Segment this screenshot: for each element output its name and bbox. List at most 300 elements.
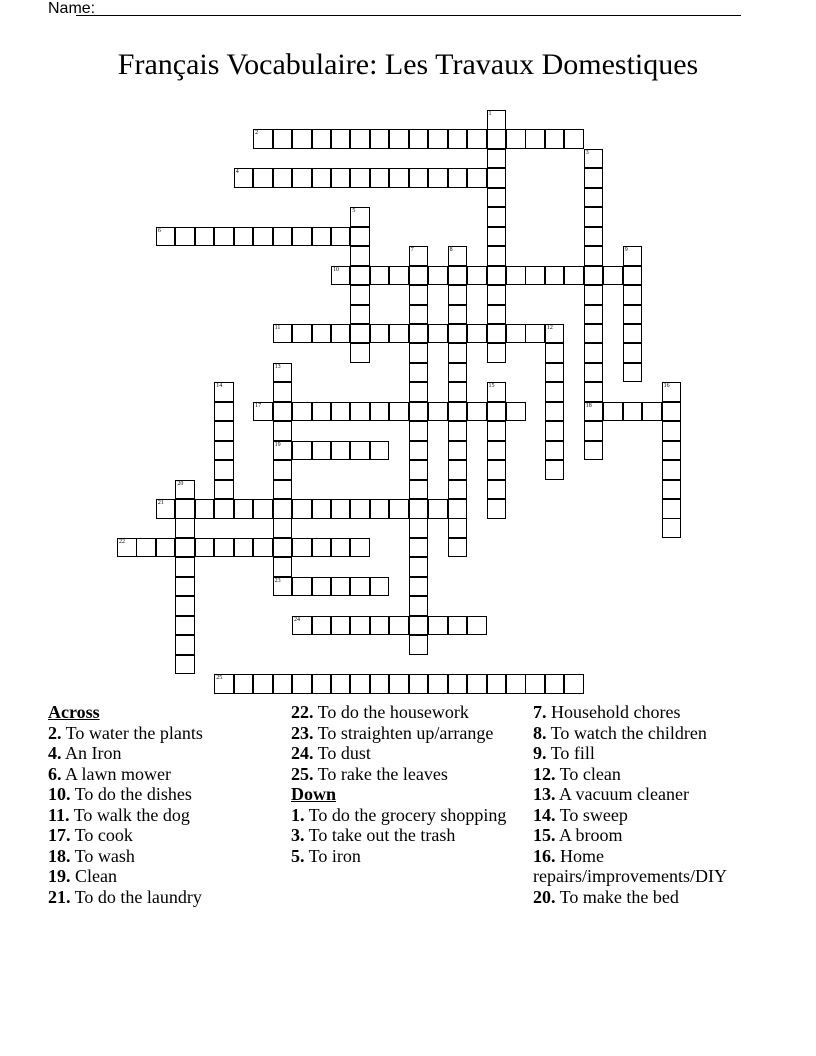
crossword-cell[interactable] (487, 480, 507, 500)
crossword-cell[interactable] (409, 421, 429, 441)
crossword-cell[interactable] (253, 168, 273, 188)
crossword-cell[interactable] (662, 460, 682, 480)
page-title: Français Vocabulaire: Les Travaux Domestiques (117, 48, 699, 81)
crossword-cell[interactable] (273, 421, 293, 441)
crossword-cell[interactable] (506, 402, 526, 422)
clue-item (291, 764, 527, 785)
crossword-cell[interactable] (175, 557, 195, 577)
clue-column-3 (533, 702, 783, 907)
crossword-cell[interactable] (467, 266, 487, 286)
crossword-cell[interactable] (350, 402, 370, 422)
crossword-cell[interactable] (584, 382, 604, 402)
crossword-cell[interactable] (370, 168, 390, 188)
crossword-cell[interactable] (428, 266, 448, 286)
crossword-cell[interactable] (487, 499, 507, 519)
crossword-cell[interactable] (292, 616, 312, 636)
crossword-cell[interactable] (214, 382, 234, 402)
crossword-cell[interactable] (253, 129, 273, 149)
crossword-cell[interactable] (214, 460, 234, 480)
crossword-cell[interactable] (370, 402, 390, 422)
crossword-cell[interactable] (175, 538, 195, 558)
crossword-cell[interactable] (292, 168, 312, 188)
crossword-cell[interactable] (370, 499, 390, 519)
crossword-cell[interactable] (389, 168, 409, 188)
crossword-cell[interactable] (370, 577, 390, 597)
crossword-cell[interactable] (175, 596, 195, 616)
clue-item (533, 846, 783, 887)
crossword-cell[interactable] (350, 577, 370, 597)
crossword-cell[interactable] (409, 460, 429, 480)
crossword-cell[interactable] (545, 421, 565, 441)
crossword-cell[interactable] (506, 129, 526, 149)
crossword-cell[interactable] (487, 421, 507, 441)
crossword-cell[interactable] (409, 616, 429, 636)
crossword-cell[interactable] (487, 207, 507, 227)
crossword-cell[interactable] (487, 129, 507, 149)
clue-number: 9 (624, 247, 628, 254)
crossword-cell[interactable] (623, 343, 643, 363)
crossword-cell[interactable] (292, 227, 312, 247)
crossword-cell[interactable] (350, 227, 370, 247)
crossword-cell[interactable] (448, 324, 468, 344)
crossword-cell[interactable] (584, 207, 604, 227)
crossword-cell[interactable] (350, 674, 370, 694)
crossword-cell[interactable] (428, 616, 448, 636)
crossword-cell[interactable] (467, 168, 487, 188)
crossword-cell[interactable] (214, 441, 234, 461)
crossword-cell[interactable] (584, 227, 604, 247)
crossword-cell[interactable] (312, 441, 332, 461)
crossword-cell[interactable] (409, 285, 429, 305)
crossword-cell[interactable] (584, 441, 604, 461)
crossword-cell[interactable] (545, 674, 565, 694)
name-label: Name: (48, 0, 96, 17)
crossword-cell[interactable] (545, 460, 565, 480)
crossword-cell[interactable] (487, 188, 507, 208)
crossword-cell[interactable] (448, 674, 468, 694)
crossword-cell[interactable] (292, 441, 312, 461)
crossword-cell[interactable] (370, 324, 390, 344)
crossword-cell[interactable] (448, 343, 468, 363)
crossword-cell[interactable] (370, 616, 390, 636)
crossword-cell[interactable] (409, 635, 429, 655)
crossword-cell[interactable] (564, 266, 584, 286)
crossword-cell[interactable] (603, 402, 623, 422)
crossword-cell[interactable] (214, 674, 234, 694)
crossword-cell[interactable] (312, 324, 332, 344)
crossword-cell[interactable] (273, 518, 293, 538)
crossword-cell[interactable] (156, 538, 176, 558)
crossword-cell[interactable] (312, 616, 332, 636)
crossword-cell[interactable] (350, 499, 370, 519)
crossword-cell[interactable] (467, 129, 487, 149)
crossword-cell[interactable] (409, 480, 429, 500)
crossword-cell[interactable] (487, 246, 507, 266)
crossword-cell[interactable] (506, 266, 526, 286)
crossword-cell[interactable] (584, 324, 604, 344)
crossword-cell[interactable] (584, 363, 604, 383)
crossword-cell[interactable] (409, 557, 429, 577)
crossword-cell[interactable] (409, 246, 429, 266)
crossword-cell[interactable] (545, 266, 565, 286)
crossword-cell[interactable] (409, 577, 429, 597)
crossword-cell[interactable] (584, 285, 604, 305)
clue-number: 4 (235, 169, 239, 176)
crossword-cell[interactable] (175, 227, 195, 247)
crossword-cell[interactable] (350, 616, 370, 636)
crossword-cell[interactable] (487, 285, 507, 305)
crossword-cell[interactable] (195, 227, 215, 247)
crossword-cell[interactable] (603, 266, 623, 286)
crossword-cell[interactable] (525, 129, 545, 149)
crossword-cell[interactable] (448, 363, 468, 383)
clue-item-number: 12. (533, 763, 556, 784)
crossword-cell[interactable] (312, 402, 332, 422)
crossword-cell[interactable] (312, 577, 332, 597)
crossword-cell[interactable] (506, 324, 526, 344)
crossword-cell[interactable] (662, 518, 682, 538)
crossword-cell[interactable] (331, 129, 351, 149)
crossword-cell[interactable] (331, 441, 351, 461)
crossword-cell[interactable] (448, 266, 468, 286)
clue-item-text: To walk the dog (69, 804, 190, 825)
crossword-cell[interactable] (448, 285, 468, 305)
crossword-cell[interactable] (428, 168, 448, 188)
crossword-cell[interactable] (350, 168, 370, 188)
crossword-cell[interactable] (331, 499, 351, 519)
crossword-cell[interactable] (448, 168, 468, 188)
crossword-cell[interactable] (273, 402, 293, 422)
crossword-cell[interactable] (331, 266, 351, 286)
crossword-cell[interactable] (448, 616, 468, 636)
clue-item-text: To do the housework (313, 702, 469, 722)
crossword-cell[interactable] (292, 577, 312, 597)
clue-item-number: 17. (48, 825, 71, 845)
crossword-cell[interactable] (331, 168, 351, 188)
crossword-cell[interactable] (662, 382, 682, 402)
crossword-cell[interactable] (292, 324, 312, 344)
crossword-cell[interactable] (623, 266, 643, 286)
crossword-cell[interactable] (448, 538, 468, 558)
crossword-cell[interactable] (409, 538, 429, 558)
crossword-cell[interactable] (448, 480, 468, 500)
crossword-cell[interactable] (253, 499, 273, 519)
crossword-cell[interactable] (389, 616, 409, 636)
crossword-cell[interactable] (487, 441, 507, 461)
crossword-cell[interactable] (273, 324, 293, 344)
clue-number: 16 (663, 383, 670, 390)
crossword-cell[interactable] (273, 499, 293, 519)
crossword-cell[interactable] (525, 324, 545, 344)
clue-item-text: To rake the leaves (313, 763, 448, 784)
crossword-cell[interactable] (214, 480, 234, 500)
clue-item-text: An Iron (61, 743, 122, 763)
crossword-cell[interactable] (409, 674, 429, 694)
crossword-cell[interactable] (409, 129, 429, 149)
crossword-cell[interactable] (623, 363, 643, 383)
crossword-cell[interactable] (292, 674, 312, 694)
crossword-cell[interactable] (273, 557, 293, 577)
crossword-cell[interactable] (584, 402, 604, 422)
crossword-cell[interactable] (175, 616, 195, 636)
crossword-cell[interactable] (623, 246, 643, 266)
crossword-cell[interactable] (350, 246, 370, 266)
crossword-cell[interactable] (273, 460, 293, 480)
crossword-cell[interactable] (545, 382, 565, 402)
crossword-cell[interactable] (117, 538, 137, 558)
crossword-cell[interactable] (253, 538, 273, 558)
crossword-cell[interactable] (448, 129, 468, 149)
crossword-cell[interactable] (409, 382, 429, 402)
crossword-cell[interactable] (389, 499, 409, 519)
crossword-cell[interactable] (409, 168, 429, 188)
crossword-cell[interactable] (273, 129, 293, 149)
crossword-cell[interactable] (273, 480, 293, 500)
crossword-cell[interactable] (467, 616, 487, 636)
crossword-cell[interactable] (214, 402, 234, 422)
crossword-cell[interactable] (292, 538, 312, 558)
crossword-cell[interactable] (487, 402, 507, 422)
crossword-cell[interactable] (214, 499, 234, 519)
crossword-cell[interactable] (331, 402, 351, 422)
crossword-cell[interactable] (487, 227, 507, 247)
crossword-cell[interactable] (350, 324, 370, 344)
crossword-cell[interactable] (234, 168, 254, 188)
crossword-cell[interactable] (175, 577, 195, 597)
crossword-cell[interactable] (273, 382, 293, 402)
crossword-cell[interactable] (448, 246, 468, 266)
crossword-cell[interactable] (428, 402, 448, 422)
crossword-cell[interactable] (214, 538, 234, 558)
crossword-cell[interactable] (623, 305, 643, 325)
crossword-cell[interactable] (448, 402, 468, 422)
clue-number: 12 (546, 324, 553, 331)
crossword-cell[interactable] (409, 324, 429, 344)
crossword-cell[interactable] (662, 499, 682, 519)
crossword-cell[interactable] (448, 460, 468, 480)
crossword-cell[interactable] (467, 402, 487, 422)
clue-item-number: 11. (48, 804, 70, 825)
crossword-cell[interactable] (467, 324, 487, 344)
crossword-cell[interactable] (409, 596, 429, 616)
crossword-cell[interactable] (350, 538, 370, 558)
crossword-cell[interactable] (234, 227, 254, 247)
crossword-cell[interactable] (428, 324, 448, 344)
crossword-cell[interactable] (389, 266, 409, 286)
crossword-cell[interactable] (487, 110, 507, 130)
crossword-cell[interactable] (370, 266, 390, 286)
crossword-cell[interactable] (253, 402, 273, 422)
crossword-cell[interactable] (253, 674, 273, 694)
crossword-cell[interactable] (409, 518, 429, 538)
crossword-cell[interactable] (545, 129, 565, 149)
crossword-cell[interactable] (428, 499, 448, 519)
clue-item (533, 805, 783, 826)
crossword-cell[interactable] (662, 480, 682, 500)
crossword-cell[interactable] (487, 343, 507, 363)
crossword-cell[interactable] (487, 460, 507, 480)
crossword-cell[interactable] (370, 129, 390, 149)
crossword-cell[interactable] (292, 402, 312, 422)
crossword-cell[interactable] (545, 402, 565, 422)
crossword-cell[interactable] (273, 168, 293, 188)
crossword-cell[interactable] (253, 227, 273, 247)
crossword-cell[interactable] (584, 343, 604, 363)
crossword-cell[interactable] (584, 246, 604, 266)
crossword-cell[interactable] (487, 168, 507, 188)
crossword-cell[interactable] (584, 305, 604, 325)
crossword-cell[interactable] (312, 499, 332, 519)
crossword-cell[interactable] (273, 674, 293, 694)
crossword-cell[interactable] (389, 324, 409, 344)
crossword-cell[interactable] (389, 129, 409, 149)
crossword-cell[interactable] (350, 285, 370, 305)
clue-number: 13 (274, 363, 281, 370)
crossword-cell[interactable] (448, 305, 468, 325)
clue-item (48, 805, 286, 826)
crossword-cell[interactable] (487, 149, 507, 169)
crossword-cell[interactable] (331, 324, 351, 344)
crossword-cell[interactable] (623, 402, 643, 422)
crossword-cell[interactable] (273, 441, 293, 461)
crossword-cell[interactable] (487, 674, 507, 694)
crossword-cell[interactable] (273, 227, 293, 247)
crossword-cell[interactable] (195, 538, 215, 558)
crossword-cell[interactable] (662, 402, 682, 422)
crossword-cell[interactable] (487, 305, 507, 325)
crossword-cell[interactable] (292, 499, 312, 519)
crossword-cell[interactable] (642, 402, 662, 422)
crossword-cell[interactable] (448, 441, 468, 461)
crossword-cell[interactable] (350, 207, 370, 227)
crossword-cell[interactable] (409, 402, 429, 422)
crossword-cell[interactable] (292, 129, 312, 149)
crossword-cell[interactable] (409, 305, 429, 325)
crossword-cell[interactable] (234, 674, 254, 694)
clue-item-number: 5. (291, 845, 305, 866)
crossword-cell[interactable] (584, 266, 604, 286)
clue-item (48, 723, 286, 744)
crossword-cell[interactable] (545, 343, 565, 363)
crossword-cell[interactable] (312, 538, 332, 558)
crossword-cell[interactable] (448, 421, 468, 441)
clue-number: 19 (274, 441, 281, 448)
crossword-cell[interactable] (409, 363, 429, 383)
crossword-cell[interactable] (312, 674, 332, 694)
crossword-cell[interactable] (234, 538, 254, 558)
crossword-cell[interactable] (389, 402, 409, 422)
crossword-cell[interactable] (584, 421, 604, 441)
crossword-cell[interactable] (448, 382, 468, 402)
crossword-cell[interactable] (331, 674, 351, 694)
crossword-cell[interactable] (214, 421, 234, 441)
clue-item-number: 20. (533, 886, 556, 907)
crossword-cell[interactable] (234, 499, 254, 519)
crossword-cell[interactable] (389, 674, 409, 694)
crossword-cell[interactable] (175, 518, 195, 538)
crossword-cell[interactable] (195, 499, 215, 519)
clue-number: 23 (274, 577, 281, 584)
crossword-cell[interactable] (175, 635, 195, 655)
crossword-cell[interactable] (662, 421, 682, 441)
crossword-cell[interactable] (487, 382, 507, 402)
crossword-cell[interactable] (409, 343, 429, 363)
crossword-cell[interactable] (506, 674, 526, 694)
crossword-cell[interactable] (564, 674, 584, 694)
crossword-cell[interactable] (545, 363, 565, 383)
crossword-cell[interactable] (175, 655, 195, 675)
clue-item (291, 702, 527, 723)
crossword-cell[interactable] (584, 149, 604, 169)
crossword-cell[interactable] (584, 168, 604, 188)
crossword-cell[interactable] (487, 324, 507, 344)
crossword-cell[interactable] (331, 577, 351, 597)
crossword-cell[interactable] (331, 227, 351, 247)
crossword-cell[interactable] (370, 674, 390, 694)
crossword-cell[interactable] (564, 129, 584, 149)
crossword-cell[interactable] (545, 441, 565, 461)
crossword-cell[interactable] (350, 343, 370, 363)
crossword-cell[interactable] (331, 616, 351, 636)
crossword-cell[interactable] (156, 499, 176, 519)
crossword-cell[interactable] (448, 499, 468, 519)
crossword-cell[interactable] (428, 129, 448, 149)
crossword-cell[interactable] (428, 674, 448, 694)
crossword-cell[interactable] (545, 324, 565, 344)
crossword-cell[interactable] (584, 188, 604, 208)
crossword-cell[interactable] (350, 266, 370, 286)
clue-item-number: 18. (48, 845, 71, 866)
crossword-cell[interactable] (350, 129, 370, 149)
crossword-cell[interactable] (467, 674, 487, 694)
crossword-cell[interactable] (409, 266, 429, 286)
crossword-cell[interactable] (273, 577, 293, 597)
crossword-cell[interactable] (525, 674, 545, 694)
crossword-cell[interactable] (662, 441, 682, 461)
clue-number: 24 (294, 616, 301, 623)
crossword-cell[interactable] (273, 363, 293, 383)
crossword-cell[interactable] (312, 129, 332, 149)
crossword-cell[interactable] (312, 227, 332, 247)
crossword-cell[interactable] (214, 227, 234, 247)
crossword-cell[interactable] (156, 227, 176, 247)
crossword-cell[interactable] (273, 538, 293, 558)
crossword-cell[interactable] (312, 168, 332, 188)
crossword-cell[interactable] (136, 538, 156, 558)
crossword-cell[interactable] (623, 324, 643, 344)
clue-item-number: 9. (533, 743, 547, 763)
crossword-cell[interactable] (175, 499, 195, 519)
crossword-cell[interactable] (350, 305, 370, 325)
crossword-cell[interactable] (370, 441, 390, 461)
clue-item (291, 825, 527, 846)
crossword-cell[interactable] (487, 266, 507, 286)
clue-item-text: To make the bed (555, 886, 679, 907)
crossword-cell[interactable] (409, 499, 429, 519)
crossword-cell[interactable] (350, 441, 370, 461)
crossword-cell[interactable] (175, 480, 195, 500)
crossword-cell[interactable] (331, 538, 351, 558)
clue-item-number: 3. (291, 825, 305, 845)
clue-item (48, 866, 286, 887)
crossword-cell[interactable] (623, 285, 643, 305)
crossword-cell[interactable] (525, 266, 545, 286)
clue-item-text: To do the grocery shopping (304, 804, 507, 825)
clue-item-text: Household chores (546, 702, 681, 722)
clue-item-number: 22. (291, 702, 314, 722)
crossword-cell[interactable] (448, 518, 468, 538)
crossword-cell[interactable] (409, 441, 429, 461)
